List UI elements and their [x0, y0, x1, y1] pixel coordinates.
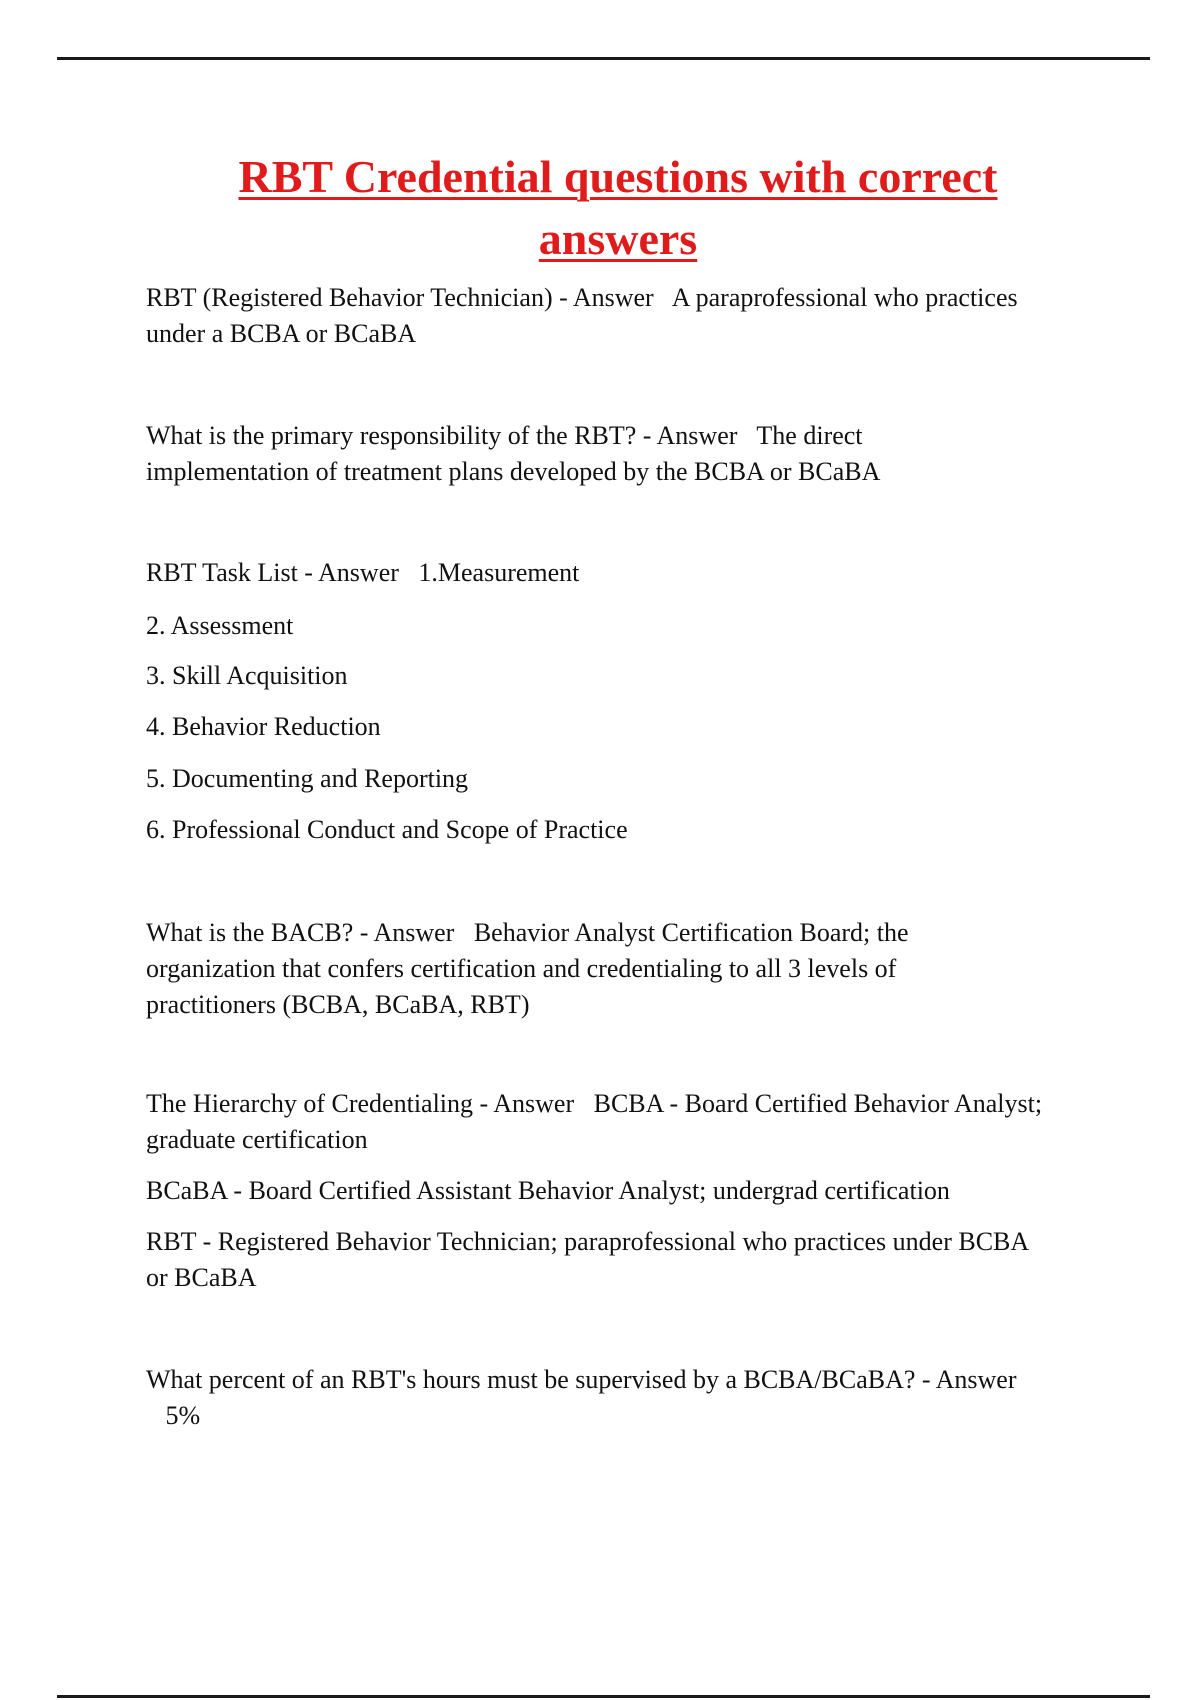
question: What percent of an RBT's hours must be supervised by a BCBA/BCaBA? - Answer: [146, 1365, 1017, 1394]
answer: BCBA - Board Certified Behavior Analyst; graduate certification: [146, 1089, 1043, 1154]
answer: 5%: [165, 1401, 201, 1430]
question: The Hierarchy of Credentialing - Answer: [146, 1089, 575, 1118]
question: RBT (Registered Behavior Technician) - Answer: [146, 283, 654, 312]
list-item: 4. Behavior Reduction: [146, 712, 381, 741]
question: What is the primary responsibility of the RBT? - Answer: [146, 421, 738, 450]
qa-item: [146, 1086, 1046, 1158]
list-item: 3. Skill Acquisition: [146, 661, 348, 690]
document-title: [0, 146, 1200, 270]
qa-item: [146, 418, 946, 490]
qa-item: [146, 915, 1006, 1023]
answer: The direct implementation of treatment plans developed by the BCBA or BCaBA: [146, 421, 881, 486]
answer: Behavior Analyst Certification Board; the organization that confers certification and credentialing to all 3 levels of practitioners (BCBA, BCaBA, RBT): [146, 918, 909, 1019]
header-rule: [57, 57, 1150, 60]
title-line-1: RBT Credential questions with correct: [238, 151, 998, 202]
list-item: BCaBA - Board Certified Assistant Behavior Analyst; undergrad certification: [146, 1176, 950, 1205]
answer: A paraprofessional who practices under a BCBA or BCaBA: [146, 283, 1018, 348]
list-item: 5. Documenting and Reporting: [146, 764, 469, 793]
list-item: RBT - Registered Behavior Technician; paraprofessional who practices under BCBA or BCaBA: [146, 1227, 1028, 1292]
list-item: 2. Assessment: [146, 611, 294, 640]
qa-item: [146, 555, 1046, 591]
qa-item: [146, 1362, 1026, 1434]
qa-item: [146, 280, 1046, 352]
list-item: 6. Professional Conduct and Scope of Practice: [146, 815, 628, 844]
question: RBT Task List - Answer: [146, 558, 399, 587]
footer-rule: [57, 1695, 1150, 1698]
answer: 1.Measurement: [418, 558, 580, 587]
question: What is the BACB? - Answer: [146, 918, 455, 947]
title-line-2: answers: [538, 213, 698, 264]
